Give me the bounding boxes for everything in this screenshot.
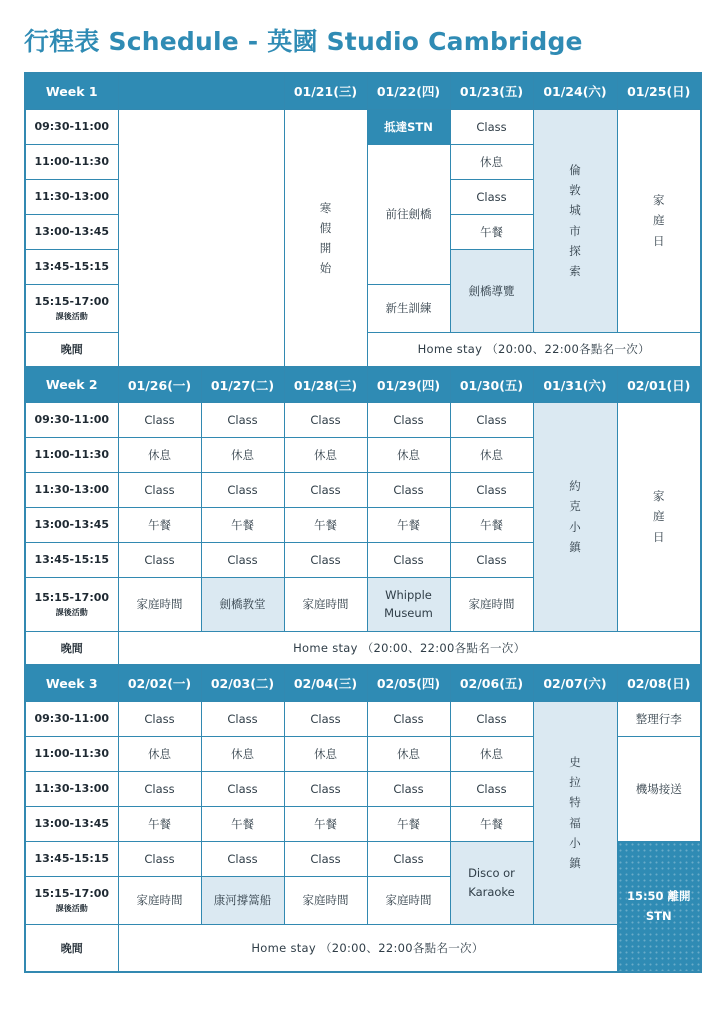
class-cell: Class	[284, 472, 367, 507]
week-label: Week 3	[25, 665, 118, 701]
london-exploration-cell	[533, 109, 617, 332]
homestay-cell: Home stay （20:00、22:00各點名一次）	[118, 631, 701, 666]
lunch-cell: 午餐	[450, 214, 533, 249]
lunch-cell: 午餐	[284, 806, 367, 841]
break-cell: 休息	[284, 437, 367, 472]
homestay-cell: Home stay （20:00、22:00各點名一次）	[118, 924, 617, 972]
after-school-label: 課後活動	[55, 607, 88, 617]
time-slot: 11:30-13:00	[25, 771, 118, 806]
lunch-cell: 午餐	[201, 507, 284, 542]
london-text: 倫 敦 城 市 探 索	[569, 163, 581, 278]
class-cell: Class	[367, 472, 450, 507]
date-header: 01/21(三)	[284, 73, 367, 109]
orientation-cell: 新生訓練	[367, 284, 450, 332]
arrive-stn-cell: 抵達STN	[367, 109, 450, 144]
class-cell: Class	[367, 841, 450, 876]
class-cell: Class	[450, 771, 533, 806]
class-cell: Class	[118, 402, 201, 437]
date-header: 02/02(一)	[118, 665, 201, 701]
date-header: 01/24(六)	[533, 73, 617, 109]
date-header: 01/23(五)	[450, 73, 533, 109]
lunch-cell: 午餐	[450, 806, 533, 841]
date-header: 01/26(一)	[118, 367, 201, 402]
lunch-cell: 午餐	[201, 806, 284, 841]
date-header: 01/27(二)	[201, 367, 284, 402]
week-3-table	[24, 664, 702, 973]
break-cell: 休息	[450, 144, 533, 179]
class-cell: Class	[201, 701, 284, 736]
whipple-museum-cell	[367, 577, 450, 631]
cambridge-tour-cell: 劍橋導覽	[450, 249, 533, 332]
time-slot-text: 15:15-17:00	[34, 886, 110, 900]
time-slot: 09:30-11:00	[25, 701, 118, 736]
homestay-cell: Home stay （20:00、22:00各點名一次）	[367, 332, 701, 367]
class-cell: Class	[284, 542, 367, 577]
class-cell: Class	[284, 701, 367, 736]
family-time-cell: 家庭時間	[118, 876, 201, 924]
evening-label: 晚間	[25, 924, 118, 972]
break-cell: 休息	[201, 437, 284, 472]
family-time-cell: 家庭時間	[118, 577, 201, 631]
whipple-text: Whipple Museum	[384, 587, 433, 620]
week-2-table	[24, 366, 702, 667]
class-cell: Class	[450, 179, 533, 214]
after-school-label: 課後活動	[55, 311, 88, 321]
time-slot: 13:00-13:45	[25, 806, 118, 841]
time-slot-after-school	[25, 577, 118, 631]
class-cell: Class	[450, 402, 533, 437]
class-cell: Class	[201, 472, 284, 507]
lunch-cell: 午餐	[118, 806, 201, 841]
lunch-cell: 午餐	[367, 507, 450, 542]
time-slot: 11:00-11:30	[25, 144, 118, 179]
date-header: 02/08(日)	[617, 665, 701, 701]
stratford-town-cell	[533, 701, 617, 924]
break-cell: 休息	[201, 736, 284, 771]
evening-label: 晚間	[25, 631, 118, 666]
class-cell: Class	[118, 472, 201, 507]
time-slot: 11:30-13:00	[25, 179, 118, 214]
packing-cell: 整理行李	[617, 701, 701, 736]
evening-label: 晚間	[25, 332, 118, 367]
lunch-cell: 午餐	[118, 507, 201, 542]
class-cell: Class	[367, 402, 450, 437]
time-slot: 11:30-13:00	[25, 472, 118, 507]
cambridge-church-cell: 劍橋教堂	[201, 577, 284, 631]
class-cell: Class	[450, 472, 533, 507]
lunch-cell: 午餐	[450, 507, 533, 542]
family-day-text: 家 庭 日	[653, 193, 665, 248]
time-slot: 11:00-11:30	[25, 736, 118, 771]
class-cell: Class	[201, 771, 284, 806]
date-header: 01/22(四)	[367, 73, 450, 109]
date-header: 01/25(日)	[617, 73, 701, 109]
family-day-cell	[617, 402, 701, 631]
york-text: 約 克 小 鎮	[569, 479, 581, 554]
empty-cell	[118, 109, 284, 367]
date-header: 01/29(四)	[367, 367, 450, 402]
class-cell: Class	[367, 542, 450, 577]
family-time-cell: 家庭時間	[367, 876, 450, 924]
time-slot: 13:45-15:15	[25, 249, 118, 284]
week-label: Week 1	[25, 73, 118, 109]
time-slot: 13:00-13:45	[25, 507, 118, 542]
break-cell: 休息	[118, 437, 201, 472]
disco-karaoke-cell	[450, 841, 533, 924]
depart-stn-cell	[617, 841, 701, 972]
time-slot: 13:45-15:15	[25, 542, 118, 577]
date-header: 02/06(五)	[450, 665, 533, 701]
lunch-cell: 午餐	[367, 806, 450, 841]
break-cell: 休息	[118, 736, 201, 771]
time-slot: 13:45-15:15	[25, 841, 118, 876]
class-cell: Class	[450, 109, 533, 144]
class-cell: Class	[284, 402, 367, 437]
lunch-cell: 午餐	[284, 507, 367, 542]
date-header: 02/03(二)	[201, 665, 284, 701]
family-time-cell: 家庭時間	[284, 876, 367, 924]
date-header: 02/07(六)	[533, 665, 617, 701]
class-cell: Class	[284, 841, 367, 876]
date-header: 01/28(三)	[284, 367, 367, 402]
after-school-label: 課後活動	[55, 903, 88, 913]
week-1-table	[24, 72, 702, 368]
york-town-cell	[533, 402, 617, 631]
class-cell: Class	[118, 841, 201, 876]
date-header: 02/05(四)	[367, 665, 450, 701]
page-title: 行程表 Schedule - 英國 Studio Cambridge	[24, 27, 583, 56]
class-cell: Class	[367, 701, 450, 736]
date-header: 02/04(三)	[284, 665, 367, 701]
winter-break-text: 寒 假 開 始	[319, 200, 332, 275]
time-slot-text: 15:15-17:00	[34, 590, 110, 604]
time-slot-after-school	[25, 876, 118, 924]
class-cell: Class	[201, 402, 284, 437]
break-cell: 休息	[450, 437, 533, 472]
class-cell: Class	[284, 771, 367, 806]
punting-cell: 康河撐篙船	[201, 876, 284, 924]
time-slot: 11:00-11:30	[25, 437, 118, 472]
week-label: Week 2	[25, 367, 118, 402]
class-cell: Class	[118, 701, 201, 736]
class-cell: Class	[118, 542, 201, 577]
depart-text: 15:50 離開 STN	[626, 888, 691, 924]
time-slot-after-school	[25, 284, 118, 332]
time-slot-text: 15:15-17:00	[34, 294, 110, 308]
break-cell: 休息	[367, 736, 450, 771]
time-slot: 09:30-11:00	[25, 402, 118, 437]
break-cell: 休息	[450, 736, 533, 771]
time-slot: 09:30-11:00	[25, 109, 118, 144]
to-cambridge-cell: 前往劍橋	[367, 144, 450, 284]
family-time-cell: 家庭時間	[284, 577, 367, 631]
break-cell: 休息	[367, 437, 450, 472]
airport-transfer-cell: 機場接送	[617, 736, 701, 841]
family-day-cell	[617, 109, 701, 332]
break-cell: 休息	[284, 736, 367, 771]
winter-break-start-cell	[284, 109, 367, 367]
class-cell: Class	[118, 771, 201, 806]
class-cell: Class	[450, 701, 533, 736]
time-slot: 13:00-13:45	[25, 214, 118, 249]
class-cell: Class	[201, 542, 284, 577]
class-cell: Class	[201, 841, 284, 876]
date-header: 02/01(日)	[617, 367, 701, 402]
stratford-text: 史 拉 特 福 小 鎮	[569, 755, 581, 870]
class-cell: Class	[367, 771, 450, 806]
class-cell: Class	[450, 542, 533, 577]
date-header: 01/30(五)	[450, 367, 533, 402]
date-header: 01/31(六)	[533, 367, 617, 402]
disco-text: Disco or Karaoke	[468, 866, 515, 899]
family-time-cell: 家庭時間	[450, 577, 533, 631]
family-day-text: 家 庭 日	[653, 489, 665, 544]
header-blank	[118, 73, 284, 109]
